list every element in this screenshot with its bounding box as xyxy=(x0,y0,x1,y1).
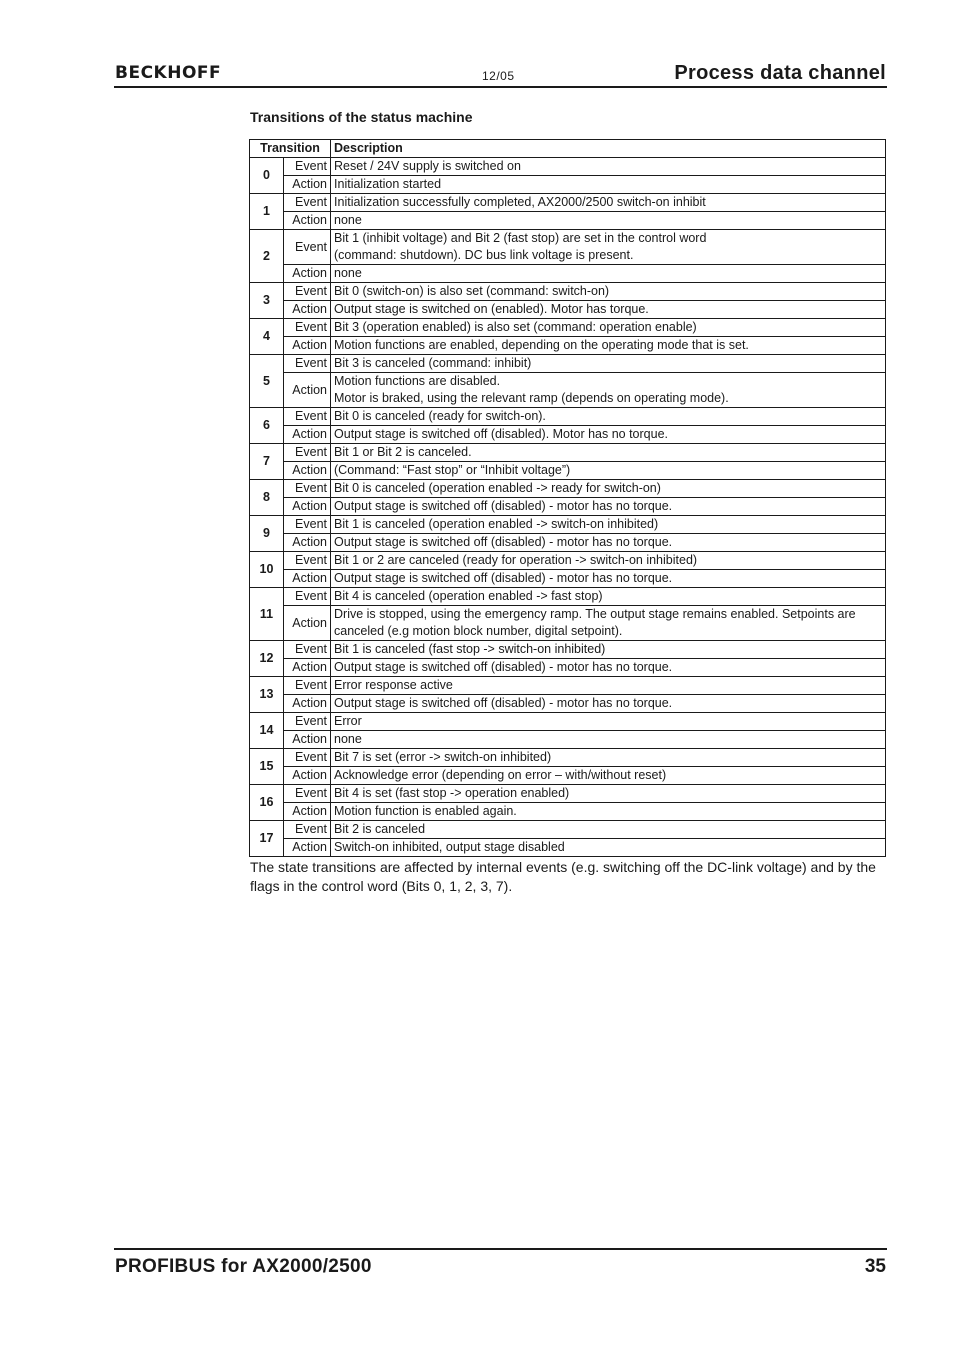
table-row xyxy=(250,785,886,803)
action-description: (Command: “Fast stop” or “Inhibit voltage”) xyxy=(331,462,886,480)
table-row xyxy=(250,695,886,713)
action-label: Action xyxy=(284,265,331,283)
table-row xyxy=(250,588,886,606)
page-number: 35 xyxy=(864,1256,886,1277)
event-label: Event xyxy=(284,588,331,606)
action-label: Action xyxy=(284,462,331,480)
transition-number: 10 xyxy=(250,552,284,588)
action-label: Action xyxy=(284,570,331,588)
event-label: Event xyxy=(284,785,331,803)
event-description: Initialization successfully completed, AX2000/2500 switch-on inhibit xyxy=(331,194,886,212)
action-label: Action xyxy=(284,839,331,857)
transition-number: 13 xyxy=(250,677,284,713)
column-header-description: Description xyxy=(331,140,886,158)
transition-number: 4 xyxy=(250,319,284,355)
action-label: Action xyxy=(284,606,331,641)
table-row xyxy=(250,749,886,767)
action-description: none xyxy=(331,265,886,283)
table-row xyxy=(250,212,886,230)
table-row xyxy=(250,230,886,265)
transition-number: 5 xyxy=(250,355,284,408)
action-label: Action xyxy=(284,767,331,785)
event-description: Bit 1 or 2 are canceled (ready for operation -> switch-on inhibited) xyxy=(331,552,886,570)
event-description: Bit 1 is canceled (operation enabled -> switch-on inhibited) xyxy=(331,516,886,534)
event-description: Bit 7 is set (error -> switch-on inhibited) xyxy=(331,749,886,767)
transition-number: 9 xyxy=(250,516,284,552)
footer-rule xyxy=(114,1248,887,1250)
table-row xyxy=(250,713,886,731)
section-title: Transitions of the status machine xyxy=(250,109,473,125)
table-row xyxy=(250,426,886,444)
action-label: Action xyxy=(284,731,331,749)
table-row xyxy=(250,301,886,319)
table-row xyxy=(250,319,886,337)
action-label: Action xyxy=(284,212,331,230)
event-description: Bit 4 is set (fast stop -> operation enabled) xyxy=(331,785,886,803)
event-label: Event xyxy=(284,516,331,534)
transitions-table xyxy=(249,139,886,857)
table-row xyxy=(250,641,886,659)
body-paragraph: The state transitions are affected by internal events (e.g. switching off the DC-link voltage) and by the flags in the control word (Bits 0, 1, 2, 3, 7). xyxy=(250,859,876,894)
document-date: 12/05 xyxy=(482,69,515,83)
table-row xyxy=(250,552,886,570)
transition-number: 1 xyxy=(250,194,284,230)
action-description: Acknowledge error (depending on error – with/without reset) xyxy=(331,767,886,785)
transition-number: 17 xyxy=(250,821,284,857)
action-label: Action xyxy=(284,498,331,516)
transition-number: 7 xyxy=(250,444,284,480)
action-description: Output stage is switched off (disabled) - motor has no torque. xyxy=(331,659,886,677)
event-label: Event xyxy=(284,444,331,462)
table-row xyxy=(250,176,886,194)
table-row xyxy=(250,462,886,480)
table-row xyxy=(250,498,886,516)
action-description: Output stage is switched on (enabled). Motor has torque. xyxy=(331,301,886,319)
action-description: Output stage is switched off (disabled) - motor has no torque. xyxy=(331,570,886,588)
transition-number: 16 xyxy=(250,785,284,821)
chapter-title: Process data channel xyxy=(674,62,886,84)
event-description: Reset / 24V supply is switched on xyxy=(331,158,886,176)
transition-number: 0 xyxy=(250,158,284,194)
table-row xyxy=(250,444,886,462)
action-label: Action xyxy=(284,659,331,677)
transition-number: 11 xyxy=(250,588,284,641)
event-label: Event xyxy=(284,552,331,570)
action-description: Motion functions are disabled. Motor is braked, using the relevant ramp (depends on operating mode). xyxy=(331,373,886,408)
event-label: Event xyxy=(284,480,331,498)
table-row xyxy=(250,606,886,641)
transition-number: 3 xyxy=(250,283,284,319)
event-label: Event xyxy=(284,749,331,767)
action-label: Action xyxy=(284,695,331,713)
table-row xyxy=(250,570,886,588)
event-label: Event xyxy=(284,230,331,265)
action-label: Action xyxy=(284,373,331,408)
table-row xyxy=(250,480,886,498)
table-row xyxy=(250,265,886,283)
action-label: Action xyxy=(284,534,331,552)
event-description: Bit 1 or Bit 2 is canceled. xyxy=(331,444,886,462)
event-description: Error xyxy=(331,713,886,731)
event-label: Event xyxy=(284,713,331,731)
company-logo: BECKHOFF xyxy=(115,63,222,83)
action-label: Action xyxy=(284,301,331,319)
event-label: Event xyxy=(284,677,331,695)
table-row xyxy=(250,821,886,839)
event-label: Event xyxy=(284,408,331,426)
table-row xyxy=(250,516,886,534)
transition-number: 12 xyxy=(250,641,284,677)
action-description: none xyxy=(331,731,886,749)
table-row xyxy=(250,158,886,176)
column-header-transition: Transition xyxy=(250,140,331,158)
event-description: Bit 3 is canceled (command: inhibit) xyxy=(331,355,886,373)
table-row xyxy=(250,373,886,408)
event-label: Event xyxy=(284,319,331,337)
action-description: Motion function is enabled again. xyxy=(331,803,886,821)
table-row xyxy=(250,803,886,821)
event-label: Event xyxy=(284,355,331,373)
action-label: Action xyxy=(284,426,331,444)
event-label: Event xyxy=(284,283,331,301)
table-row xyxy=(250,283,886,301)
action-description: Initialization started xyxy=(331,176,886,194)
action-description: Output stage is switched off (disabled) - motor has no torque. xyxy=(331,695,886,713)
action-description: Output stage is switched off (disabled) - motor has no torque. xyxy=(331,534,886,552)
action-label: Action xyxy=(284,176,331,194)
transition-number: 14 xyxy=(250,713,284,749)
action-description: none xyxy=(331,212,886,230)
table-row xyxy=(250,767,886,785)
event-description: Bit 0 is canceled (ready for switch-on). xyxy=(331,408,886,426)
action-description: Output stage is switched off (disabled). Motor has no torque. xyxy=(331,426,886,444)
event-description: Bit 3 (operation enabled) is also set (command: operation enable) xyxy=(331,319,886,337)
action-description: Motion functions are enabled, depending on the operating mode that is set. xyxy=(331,337,886,355)
action-description: Switch-on inhibited, output stage disabled xyxy=(331,839,886,857)
transition-number: 2 xyxy=(250,230,284,283)
event-description: Error response active xyxy=(331,677,886,695)
transition-number: 6 xyxy=(250,408,284,444)
event-description: Bit 1 is canceled (fast stop -> switch-on inhibited) xyxy=(331,641,886,659)
manual-title: PROFIBUS for AX2000/2500 xyxy=(115,1256,372,1277)
action-label: Action xyxy=(284,803,331,821)
event-label: Event xyxy=(284,641,331,659)
event-description: Bit 4 is canceled (operation enabled -> fast stop) xyxy=(331,588,886,606)
table-body xyxy=(250,158,886,857)
event-description: Bit 0 is canceled (operation enabled -> ready for switch-on) xyxy=(331,480,886,498)
table-row xyxy=(250,534,886,552)
table-row xyxy=(250,659,886,677)
table-row xyxy=(250,337,886,355)
event-label: Event xyxy=(284,194,331,212)
table-row xyxy=(250,355,886,373)
event-description: Bit 0 (switch-on) is also set (command: switch-on) xyxy=(331,283,886,301)
event-label: Event xyxy=(284,158,331,176)
event-description: Bit 2 is canceled xyxy=(331,821,886,839)
header-rule xyxy=(114,86,887,88)
transition-number: 8 xyxy=(250,480,284,516)
table-header-row xyxy=(250,140,886,158)
table-row xyxy=(250,731,886,749)
action-description: Output stage is switched off (disabled) - motor has no torque. xyxy=(331,498,886,516)
table-row xyxy=(250,677,886,695)
event-label: Event xyxy=(284,821,331,839)
event-description: Bit 1 (inhibit voltage) and Bit 2 (fast stop) are set in the control word (command: shutdown). DC bus link voltage is present. xyxy=(331,230,886,265)
action-label: Action xyxy=(284,337,331,355)
action-description: Drive is stopped, using the emergency ramp. The output stage remains enabled. Setpoints are canceled (e.g motion block number, digital setpoint). xyxy=(331,606,886,641)
transition-number: 15 xyxy=(250,749,284,785)
table-row xyxy=(250,194,886,212)
table-row xyxy=(250,408,886,426)
table-row xyxy=(250,839,886,857)
